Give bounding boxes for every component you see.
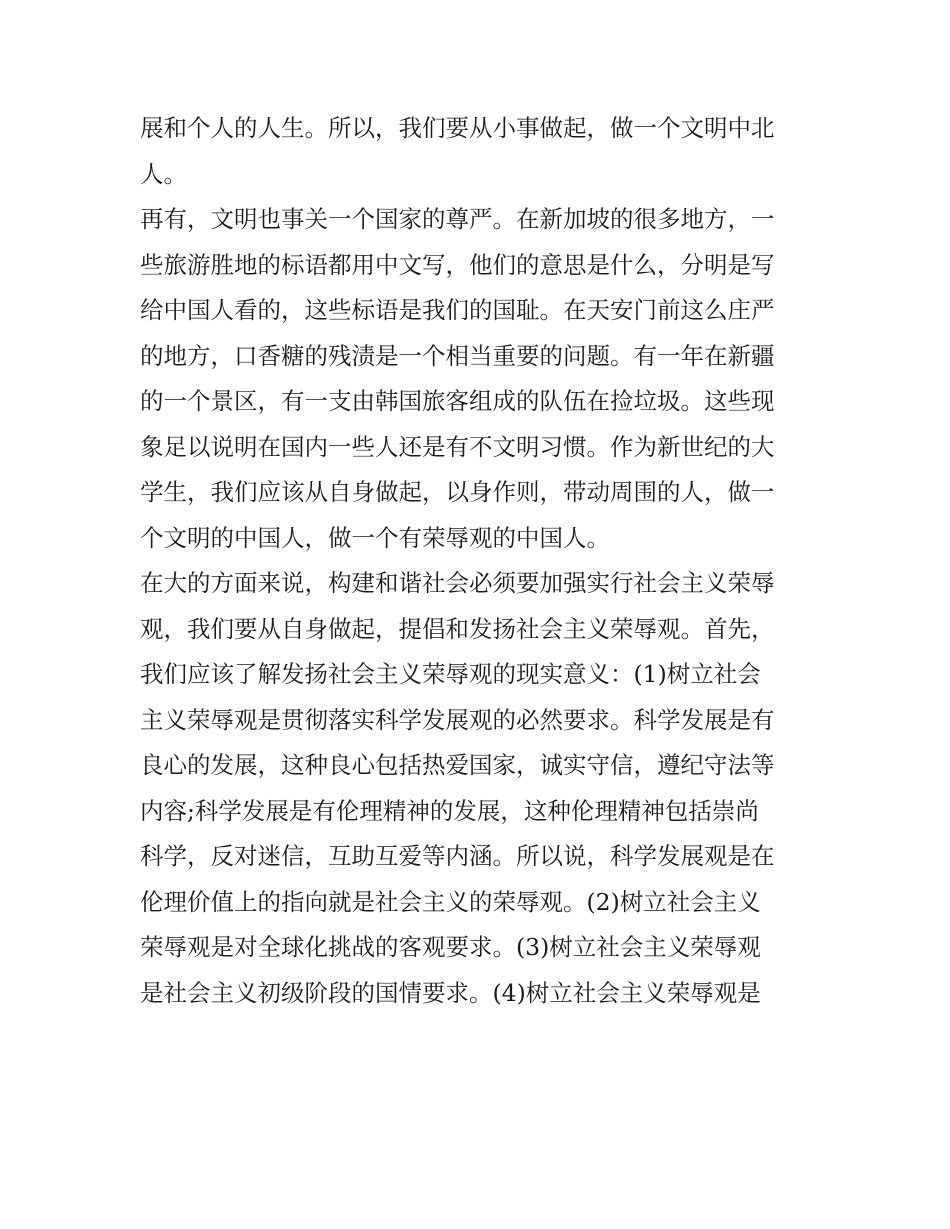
text-line: 观，我们要从自身做起，提倡和发扬社会主义荣辱观。首先， — [140, 614, 775, 643]
text-line: 我们应该了解发扬社会主义荣辱观的现实意义：(1)树立社会 — [140, 660, 761, 688]
text-line: 在大的方面来说，构建和谐社会必须要加强实行社会主义荣辱 — [140, 569, 775, 597]
text-line: 些旅游胜地的标语都用中文写，他们的意思是什么，分明是写 — [140, 250, 775, 279]
text-line: 给中国人看的，这些标语是我们的国耻。在天安门前这么庄严 — [140, 296, 775, 324]
text-line: 人。 — [140, 159, 187, 188]
text-line: 科学，反对迷信，互助互爱等内涵。所以说，科学发展观是在 — [140, 842, 775, 870]
text-line: 良心的发展，这种良心包括热爱国家，诚实守信，遵纪守法等 — [140, 751, 775, 779]
text-line: 是社会主义初级阶段的国情要求。(4)树立社会主义荣辱观是 — [140, 978, 761, 1007]
text-line: 的一个景区，有一支由韩国旅客组成的队伍在捡垃圾。这些现 — [140, 387, 775, 415]
text-line: 内容;科学发展是有伦理精神的发展，这种伦理精神包括崇尚 — [140, 796, 759, 825]
text-line: 展和个人的人生。所以，我们要从小事做起，做一个文明中北 — [140, 114, 775, 142]
body-text — [140, 106, 820, 1016]
text-line: 个文明的中国人，做一个有荣辱观的中国人。 — [140, 523, 610, 552]
text-line: 伦理价值上的指向就是社会主义的荣辱观。(2)树立社会主义 — [140, 887, 761, 916]
text-line: 象足以说明在国内一些人还是有不文明习惯。作为新世纪的大 — [140, 432, 775, 461]
text-line: 学生，我们应该从自身做起，以身作则，带动周围的人，做一 — [140, 478, 775, 506]
text-line: 再有，文明也事关一个国家的尊严。在新加坡的很多地方，一 — [140, 205, 775, 233]
text-line: 荣辱观是对全球化挑战的客观要求。(3)树立社会主义荣辱观 — [140, 933, 761, 961]
text-line: 的地方，口香糖的残渍是一个相当重要的问题。有一年在新疆 — [140, 341, 775, 370]
text-line: 主义荣辱观是贯彻落实科学发展观的必然要求。科学发展是有 — [140, 705, 775, 734]
